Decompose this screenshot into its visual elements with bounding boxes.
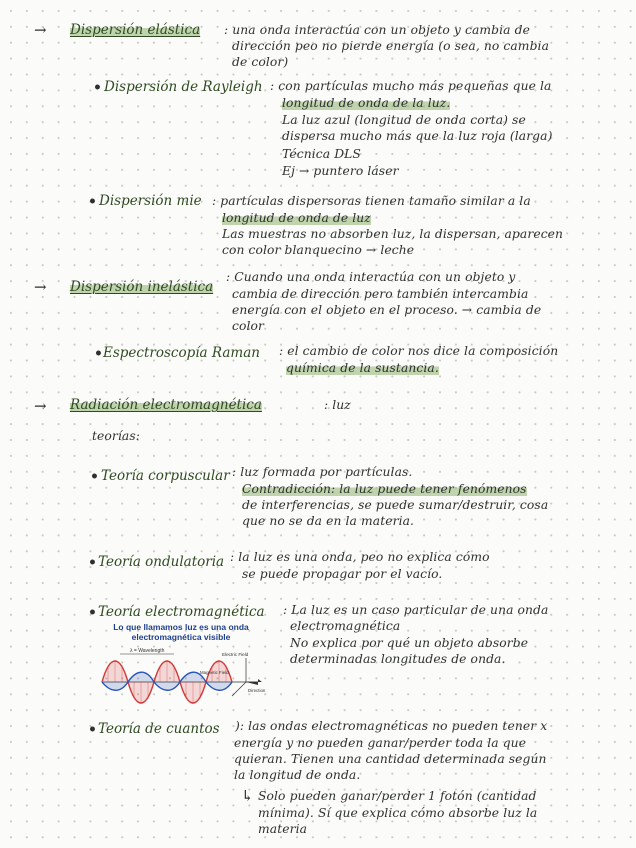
heading-teoria-ondulatoria: Teoría ondulatoria	[98, 554, 225, 570]
heading-teoria-corpuscular: Teoría corpuscular	[101, 468, 230, 484]
heading-dispersion-elastica: Dispersión elástica	[70, 22, 201, 38]
elastica-line-3: de color)	[232, 55, 289, 69]
electromagnetica-line-2: electromagnética	[290, 619, 401, 633]
electric-field-label: Electric Field	[222, 652, 249, 657]
heading-teoria-de-cuantos: Teoría de cuantos	[98, 721, 220, 737]
corpuscular-line-1: : luz formada por partículas.	[232, 465, 413, 479]
mie-line-1: : partículas dispersoras tienen tamaño similar a la	[212, 194, 531, 208]
arrow-icon: →	[34, 278, 47, 296]
mie-line-2: longitud de onda de luz	[222, 211, 371, 225]
electromagnetica-line-3: No explica por qué un objeto absorbe	[290, 636, 529, 650]
em-wave-diagram	[96, 644, 274, 706]
elastica-line-2: dirección peo no pierde energía (o sea, no cambia	[232, 39, 549, 53]
teorias-label: teorías:	[92, 429, 141, 443]
radiacion-suffix: : luz	[324, 398, 351, 412]
heading-mie: Dispersión mie	[99, 193, 202, 209]
corpuscular-line-4: que no se da en la materia.	[242, 514, 415, 528]
corpuscular-line-2: Contradicción: la luz puede tener fenómenos	[242, 482, 527, 496]
bullet-icon: •	[88, 722, 97, 738]
arrow-icon: →	[34, 397, 47, 415]
rayleigh-line-5: Técnica DLS	[282, 147, 361, 161]
cuantos-sub-line-1: Solo pueden ganar/perder 1 fotón (cantidad	[258, 789, 537, 803]
heading-rayleigh: Dispersión de Rayleigh	[104, 79, 263, 95]
cuantos-line-1: ): las ondas electromagnéticas no pueden tener x	[235, 719, 548, 733]
bullet-icon: •	[88, 605, 97, 621]
direction-label: Direction	[248, 688, 266, 693]
rayleigh-line-1: : con partículas mucho más pequeñas que la	[270, 79, 552, 93]
inelastica-line-2: cambia de dirección pero también intercambia	[232, 287, 529, 301]
magnetic-field-label: Magnetic Field	[200, 670, 229, 675]
bullet-icon: •	[93, 80, 102, 96]
bullet-icon: •	[90, 469, 99, 485]
inelastica-line-3: energía con el objeto en el proceso. → cambia de	[232, 303, 542, 317]
magnetic-axis	[232, 682, 246, 696]
inelastica-line-1: : Cuando una onda interactúa con un objeto y	[226, 270, 516, 284]
raman-line-1: : el cambio de color nos dice la composición	[279, 344, 559, 358]
inelastica-line-4: color	[232, 319, 265, 333]
arrow-icon: →	[34, 21, 47, 39]
em-wave-figure	[96, 622, 274, 706]
rayleigh-line-6: Ej → puntero láser	[282, 164, 399, 178]
bullet-icon: •	[88, 194, 97, 210]
cuantos-line-3: quieran. Tienen una cantidad determinada según	[234, 752, 547, 766]
heading-radiacion-electromagnetica: Radiación electromagnética	[70, 397, 262, 413]
bullet-icon: •	[88, 555, 97, 571]
heading-raman: Espectroscopía Raman	[103, 345, 260, 361]
elastica-line-1: : una onda interactúa con un objeto y cambia de	[224, 23, 530, 37]
electromagnetica-line-4: determinadas longitudes de onda.	[290, 652, 506, 666]
rayleigh-line-4: dispersa mucho más que la luz roja (larga)	[282, 129, 553, 143]
ondulatoria-line-2: se puede propagar por el vacío.	[242, 567, 443, 581]
wavelength-label: λ = Wavelength	[130, 648, 165, 654]
ondulatoria-line-1: : la luz es una onda, peo no explica cómo	[230, 550, 490, 564]
corpuscular-line-3: de interferencias, se puede sumar/destruir, cosa	[242, 498, 549, 512]
sub-arrow-icon: ↳	[241, 787, 254, 805]
mie-line-3: Las muestras no absorben luz, la dispersan, aparecen	[222, 227, 564, 241]
heading-teoria-electromagnetica: Teoría electromagnética	[98, 604, 265, 620]
heading-dispersion-inelastica: Dispersión inelástica	[70, 279, 214, 295]
cuantos-line-2: energía y no pueden ganar/perder toda la que	[234, 736, 527, 750]
rayleigh-line-2: longitud de onda de la luz.	[282, 96, 451, 110]
rayleigh-line-3: La luz azul (longitud de onda corta) se	[282, 113, 526, 127]
cuantos-sub-line-3: materia	[258, 822, 308, 836]
figure-caption-line-2: electromagnética visible	[131, 632, 231, 642]
mie-line-4: con color blanquecino → leche	[222, 243, 415, 257]
figure-caption-line-1: Lo que llamamos luz es una onda	[113, 622, 249, 632]
cuantos-line-4: la longitud de onda.	[234, 768, 361, 782]
cuantos-sub-line-2: mínima). Sí que explica cómo absorbe luz la	[258, 806, 538, 820]
raman-line-2: química de la sustancia.	[286, 361, 439, 375]
bullet-icon: •	[94, 346, 103, 362]
electromagnetica-line-1: : La luz es un caso particular de una onda	[283, 603, 549, 617]
